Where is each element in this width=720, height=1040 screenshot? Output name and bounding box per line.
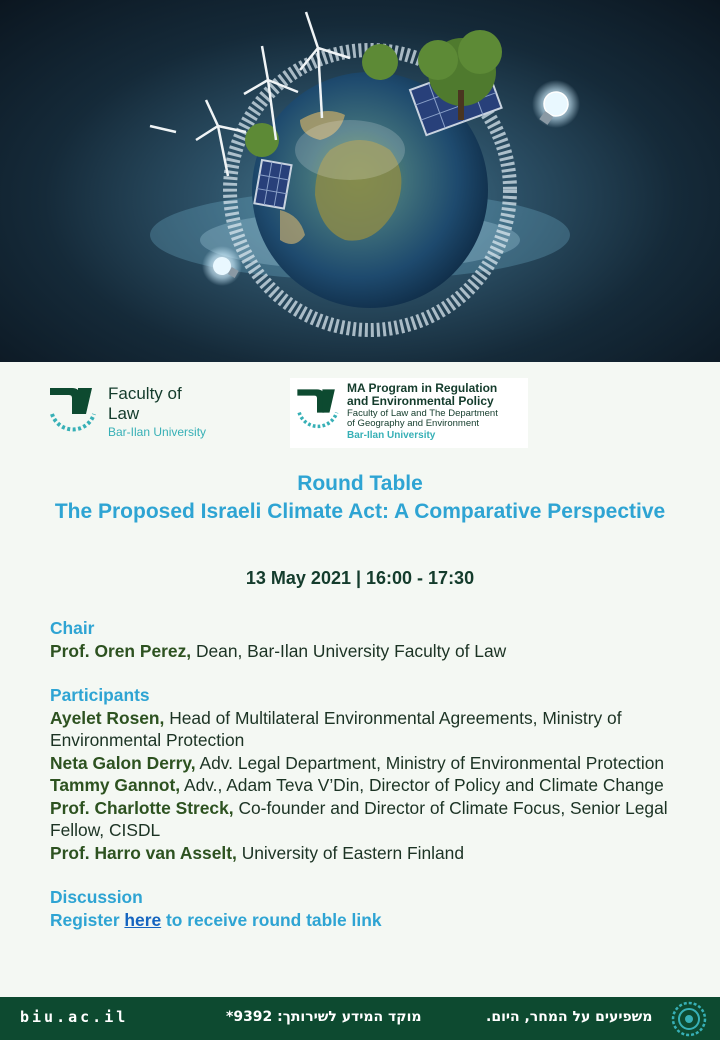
register-prefix: Register [50,909,125,930]
ma-program-department: Faculty of Law and The Department of Geography and Environment [347,408,498,429]
event-type: Round Table [297,472,423,495]
chair-entry [50,640,690,663]
footer-site-link[interactable]: biu.ac.il [20,1008,129,1026]
faculty-of-law-title: Faculty of Law [108,384,182,423]
chair-name: Prof. Oren Perez, [50,640,192,661]
circular-emblem-icon [670,1000,708,1038]
event-date: 13 May 2021 | 16:00 - 17:30 [245,568,475,588]
hero-image [0,0,720,362]
event-title: The Proposed Israeli Climate Act: A Comparative Perspective [54,500,666,523]
ma-program-logo [290,378,528,448]
chair-heading: Chair [50,618,95,638]
participant-entry [50,752,690,775]
register-line [50,909,690,932]
participant-entry [50,797,690,842]
participant-name: Prof. Harro van Asselt, [50,842,237,863]
participant-name: Prof. Charlotte Streck, [50,797,234,818]
footer-slogan: משפיעים על המחר, היום. [486,1009,653,1025]
bar-ilan-emblem-icon [292,384,342,434]
register-link[interactable]: here [124,909,162,930]
faculty-of-law-logo [44,378,244,448]
participant-entry [50,707,690,752]
ma-program-university: Bar-Ilan University [347,430,436,441]
participant-role: Adv., Adam Teva V’Din, Director of Policy and Climate Change [180,775,664,795]
participants-heading: Participants [50,685,150,705]
register-suffix: to receive round table link [161,909,382,930]
participant-role: Co-founder and Director of Climate Focus, Senior Legal Fellow, CISDL [50,797,668,840]
participant-name: Neta Galon Derry, [50,752,196,773]
participant-entry [50,774,690,797]
participant-name: Tammy Gannot, [50,775,181,795]
spacer [50,662,690,684]
faculty-of-law-university: Bar-Ilan University [108,425,207,439]
discussion-heading: Discussion [50,887,143,907]
chair-role: Dean, Bar-Ilan University Faculty of Law [191,640,507,661]
participant-name: Ayelet Rosen, [50,707,165,728]
earth-renewable-energy-icon [0,0,720,362]
participant-role: Adv. Legal Department, Ministry of Environmental Protection [195,752,665,773]
ma-program-title: MA Program in Regulation and Environmental Policy [347,381,498,408]
event-details [50,617,690,931]
footer-hotline: מוקד המידע לשירותך: 9392* [226,1009,422,1025]
bar-ilan-emblem-icon [44,382,100,438]
footer-bar [0,997,720,1040]
event-heading [20,470,700,526]
participant-role: University of Eastern Finland [236,842,464,863]
participant-role: Head of Multilateral Environmental Agreements, Ministry of Environmental Protection [50,707,622,750]
spacer [50,864,690,886]
participant-entry [50,842,690,865]
